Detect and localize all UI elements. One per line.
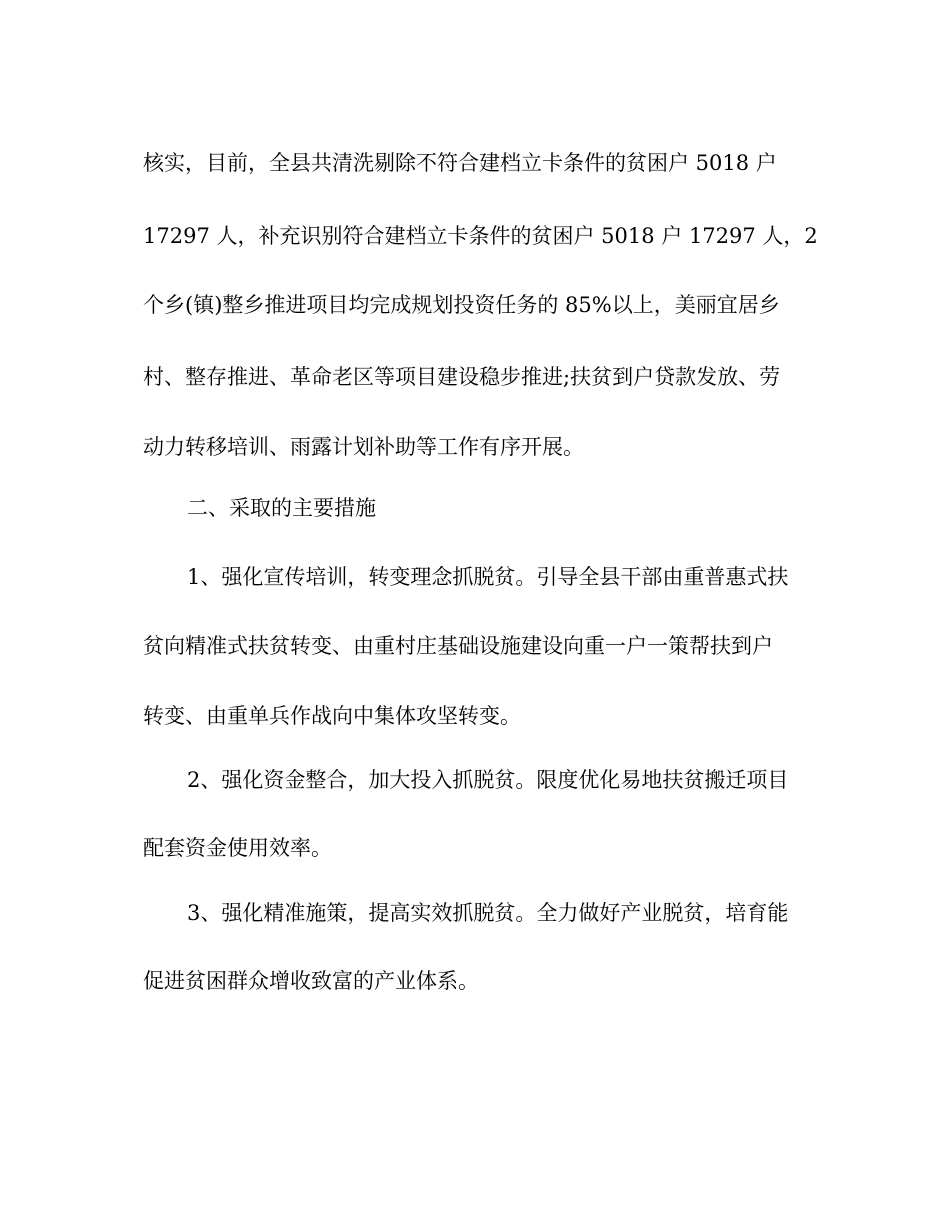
paragraph-line: 促进贫困群众增收致富的产业体系。 xyxy=(143,969,479,993)
paragraph-line: 17297 人，补充识别符合建档立卡条件的贫困户 5018 户 17297 人，2 xyxy=(143,224,818,248)
section-heading: 二、采取的主要措施 xyxy=(187,496,376,520)
paragraph-line: 村、整存推进、革命老区等项目建设稳步推进;扶贫到户贷款发放、劳 xyxy=(143,365,781,389)
paragraph-line: 2、强化资金整合，加大投入抓脱贫。限度优化易地扶贫搬迁项目 xyxy=(187,768,789,792)
paragraph-line: 贫向精准式扶贫转变、由重村庄基础设施建设向重一户一策帮扶到户 xyxy=(143,634,773,658)
paragraph-line: 动力转移培训、雨露计划补助等工作有序开展。 xyxy=(143,435,584,459)
paragraph-line: 核实，目前，全县共清洗剔除不符合建档立卡条件的贫困户 5018 户 xyxy=(143,151,777,175)
paragraph-line: 转变、由重单兵作战向中集体攻坚转变。 xyxy=(143,704,521,728)
paragraph-line: 3、强化精准施策，提高实效抓脱贫。全力做好产业脱贫，培育能 xyxy=(187,901,789,925)
paragraph-line: 个乡(镇)整乡推进项目均完成规划投资任务的 85%以上，美丽宜居乡 xyxy=(143,293,780,317)
paragraph-line: 1、强化宣传培训，转变理念抓脱贫。引导全县干部由重普惠式扶 xyxy=(187,565,789,589)
paragraph-line: 配套资金使用效率。 xyxy=(143,836,332,860)
